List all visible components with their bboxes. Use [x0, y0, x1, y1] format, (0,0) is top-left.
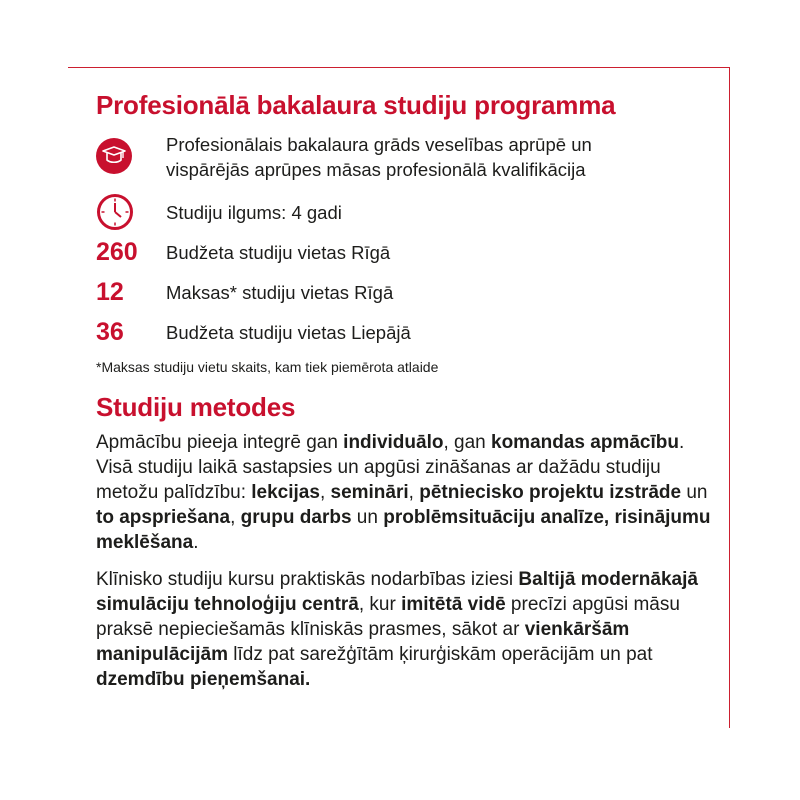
methods-paragraph-1: Apmācību pieeja integrē gan individuālo, gan komandas apmācību. Visā studiju laikā sastapsies un apgūsi zināšanas ar dažādu studiju metožu palīdzību: lekcijas, semināri, pētniecisko projektu izstrāde un to apspriešana, grupu darbs un problēmsituāciju analīze, risinājumu meklēšana. [96, 432, 711, 553]
places-row [96, 277, 716, 307]
degree-row [96, 132, 716, 182]
degree-line-2: vispārējās aprūpes māsas profesionālā kvalifikācija [166, 159, 586, 180]
graduation-cap-icon [96, 138, 132, 174]
places-number: 36 [96, 318, 124, 346]
program-title: Profesionālā bakalaura studiju programma [96, 90, 616, 120]
methods-title: Studiju metodes [96, 392, 296, 422]
methods-paragraph-2: Klīnisko studiju kursu praktiskās nodarbības iziesi Baltijā modernākajā simulāciju tehnoloģiju centrā, kur imitētā vidē precīzi apgūsi māsu praksē nepieciešamās klīniskās prasmes, sākot ar vienkāršām manipulācijām līdz pat sarežģītām ķirurģiskām operācijām un pat dzemdību pieņemšanai. [96, 569, 698, 690]
places-row [96, 237, 716, 267]
places-label: Budžeta studiju vietas Liepājā [166, 321, 411, 343]
duration-text: Studiju ilgums: 4 gadi [166, 201, 342, 223]
clock-icon [96, 193, 134, 231]
places-number: 12 [96, 278, 124, 306]
degree-line-1: Profesionālais bakalaura grāds veselības aprūpē un [166, 134, 592, 155]
places-label: Budžeta studiju vietas Rīgā [166, 241, 391, 263]
places-row [96, 317, 716, 347]
places-number: 260 [96, 238, 138, 266]
footnote: *Maksas studiju vietu skaits, kam tiek piemērota atlaide [96, 359, 439, 375]
places-label: Maksas* studiju vietas Rīgā [166, 281, 394, 303]
duration-row [96, 193, 716, 231]
info-card [96, 88, 716, 692]
